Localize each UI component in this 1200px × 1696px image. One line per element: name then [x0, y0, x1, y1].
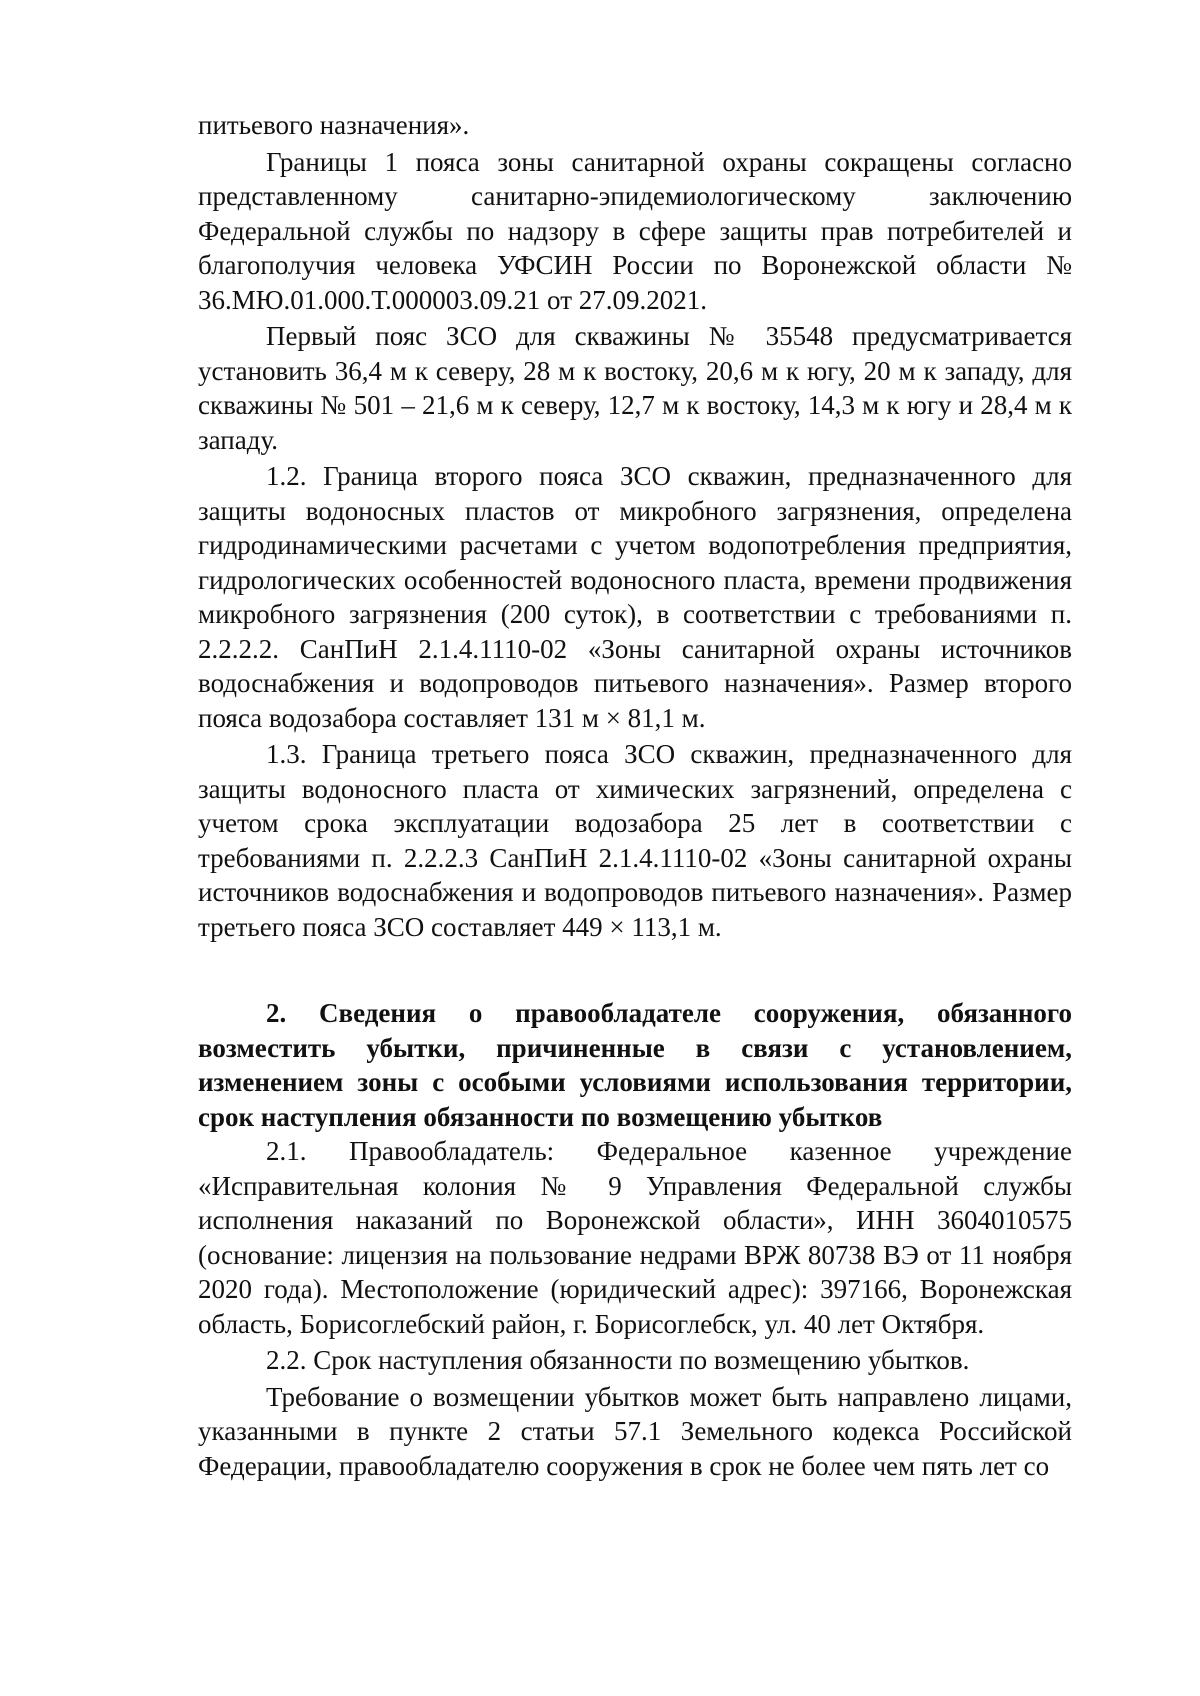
paragraph-2-2: 2.2. Срок наступления обязанности по возмещению убытков.: [266, 1345, 970, 1375]
section-spacer: [198, 944, 1072, 996]
paragraph-first-belt: Первый пояс ЗСО для скважины № 35548 предусматривается установить 36,4 м к северу, 28 м к востоку, 20,6 м к югу, 20 м к западу, для скважины № 501 – 21,6 м к северу, 12,7 м к востоку, 14,3 м к югу и 28,4 м к западу.: [198, 321, 1072, 455]
document-body: [198, 108, 1072, 1483]
section-heading-2: 2. Сведения о правообладателе сооружения, обязанного возместить убытки, причиненные в связи с установлением, изменением зоны с особыми условиями использования территории, срок наступления обязанности по возмещению убытков: [198, 998, 1072, 1132]
paragraph-requirement: Требование о возмещении убытков может быть направлено лицами, указанными в пункте 2 статьи 57.1 Земельного кодекса Российской Федерации, правообладателю сооружения в срок не более чем пять лет со: [198, 1381, 1072, 1481]
paragraph-border-belt-1: Границы 1 пояса зоны санитарной охраны сокращены согласно представленному санитарно-эпидемиологическому заключению Федеральной службы по надзору в сфере защиты прав потребителей и благополучия человека УФСИН России по Воронежской области № 36.МЮ.01.000.Т.000003.09.21 от 27.09.2021.: [198, 146, 1072, 315]
paragraph-2-1: 2.1. Правообладатель: Федеральное казенное учреждение «Исправительная колония № 9 Управления Федеральной службы исполнения наказаний по Воронежской области», ИНН 3604010575 (основание: лицензия на пользование недрами ВРЖ 80738 ВЭ от 11 ноября 2020 года). Местоположение (юридический адрес): 397166, Воронежская область, Борисоглебский район, г. Борисоглебск, ул. 40 лет Октября.: [198, 1136, 1072, 1339]
paragraph-1-2: 1.2. Граница второго пояса ЗСО скважин, предназначенного для защиты водоносных пластов от микробного загрязнения, определена гидродинамическими расчетами с учетом водопотребления предприятия, гидрологических особенностей водоносного пласта, времени продвижения микробного загрязнения (200 суток), в соответствии с требованиями п. 2.2.2.2. СанПиН 2.1.4.1110-02 «Зоны санитарной охраны источников водоснабжения и водопроводов питьевого назначения». Размер второго пояса водозабора составляет 131 м × 81,1 м.: [198, 461, 1072, 733]
paragraph-continuation: питьевого назначения».: [198, 110, 470, 140]
paragraph-1-3: 1.3. Граница третьего пояса ЗСО скважин, предназначенного для защиты водоносного пласта от химических загрязнений, определена с учетом срока эксплуатации водозабора 25 лет в соответствии с требованиями п. 2.2.2.3 СанПиН 2.1.4.1110-02 «Зоны санитарной охраны источников водоснабжения и водопроводов питьевого назначения». Размер третьего пояса ЗСО составляет 449 × 113,1 м.: [198, 739, 1072, 942]
